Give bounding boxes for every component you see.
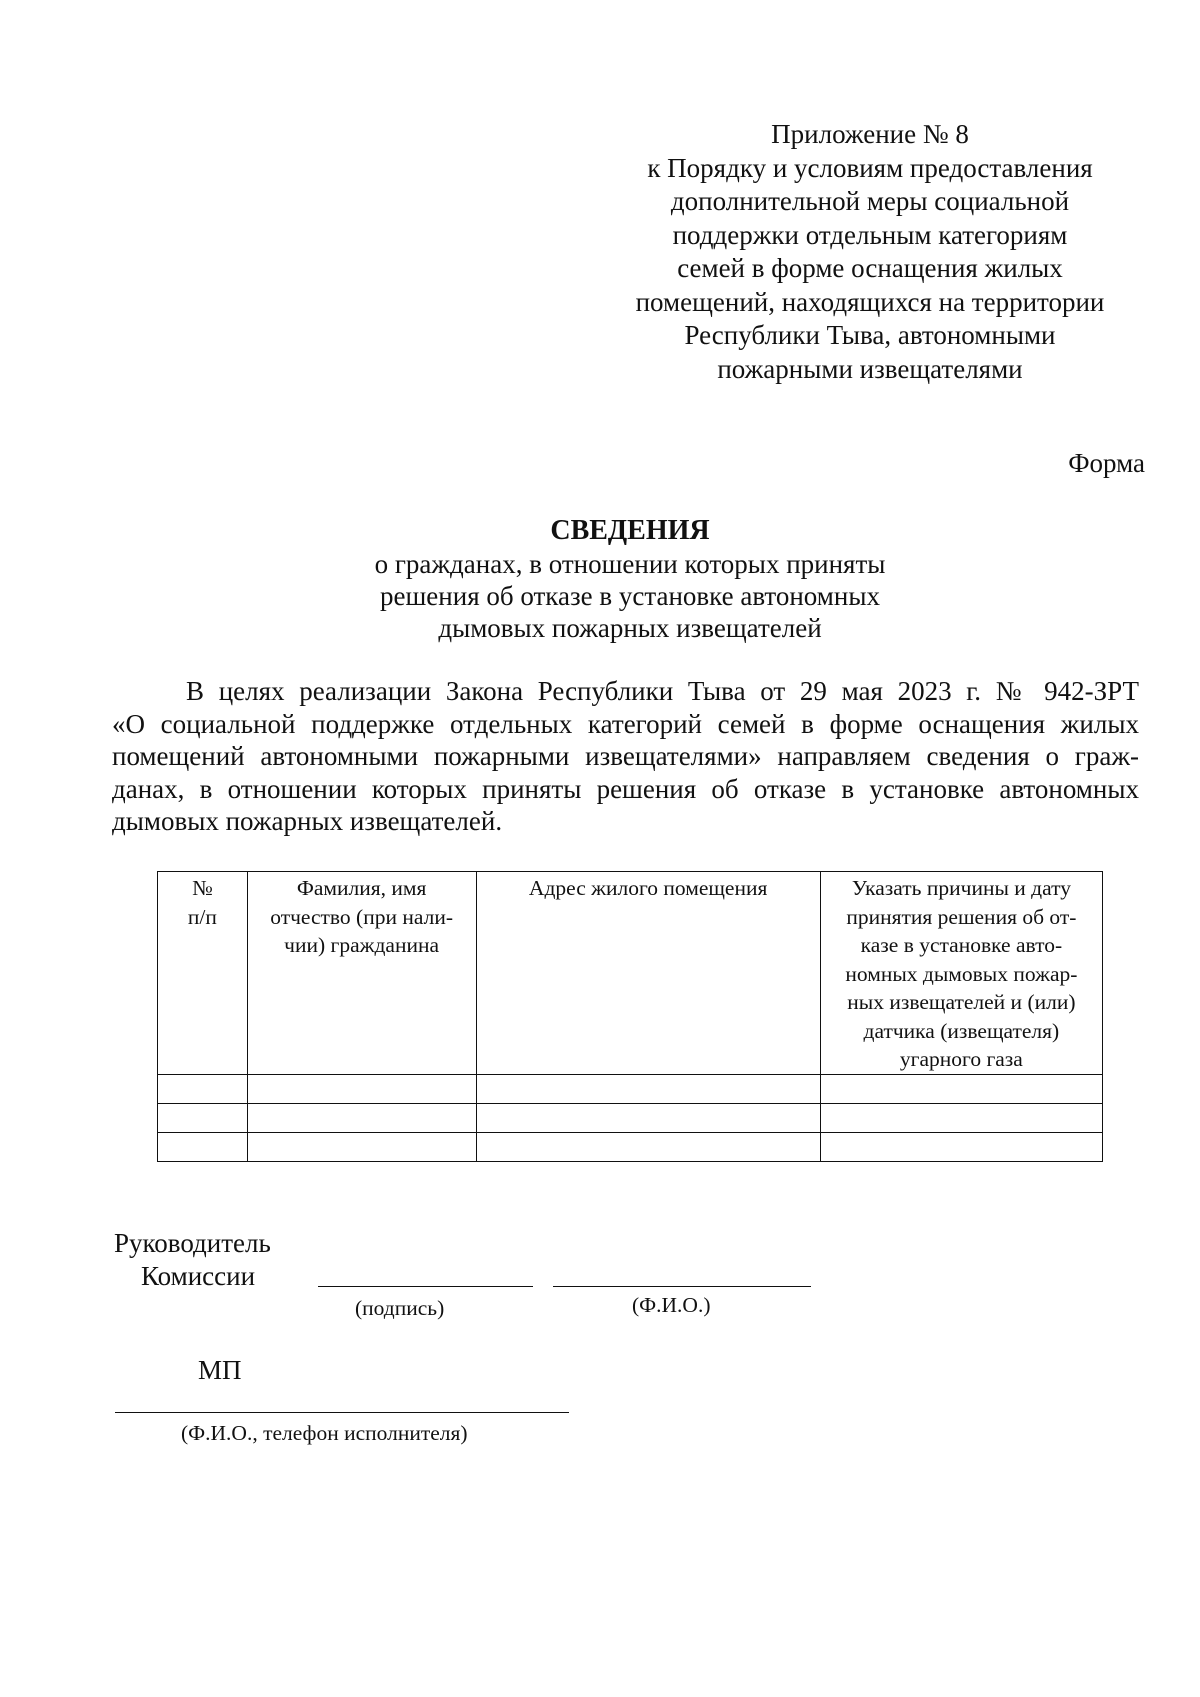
table-header-row: [158, 872, 1103, 1075]
table-cell: [820, 1074, 1102, 1103]
table-row: [158, 1132, 1103, 1161]
executor-caption: (Ф.И.О., телефон исполнителя): [181, 1421, 468, 1445]
appendix-line: Приложение № 8: [771, 119, 969, 149]
signature-line: [318, 1286, 533, 1287]
fio-caption: (Ф.И.О.): [632, 1293, 711, 1317]
document-heading: [320, 514, 940, 644]
table-cell: [158, 1103, 248, 1132]
subtitle-line: дымовых пожарных извещателей: [438, 613, 822, 643]
header-line: угарного газа: [899, 1047, 1023, 1071]
paragraph-line: помещений автономными пожарными извещателями» направляем сведения о граж-: [112, 741, 1139, 771]
table-cell: [476, 1103, 820, 1132]
document-title: СВЕДЕНИЯ: [550, 515, 710, 546]
appendix-line: пожарными извещателями: [717, 353, 1023, 384]
signatory-position: Руководитель: [114, 1228, 271, 1258]
stamp-place-label: МП: [198, 1355, 242, 1385]
table-cell: [158, 1132, 248, 1161]
executor-line: [115, 1412, 569, 1413]
column-header-full-name: [247, 872, 476, 1075]
column-header-number: [158, 872, 248, 1075]
table-cell: [476, 1132, 820, 1161]
table-row: [158, 1103, 1103, 1132]
header-line: Фамилия, имя: [296, 876, 427, 900]
paragraph-line: «О социальной поддержке отдельных категорий семей в форме оснащения жилых: [112, 708, 1139, 739]
subtitle-line: о гражданах, в отношении которых приняты: [374, 549, 886, 579]
table-cell: [247, 1132, 476, 1161]
paragraph-line: В целях реализации Закона Республики Тыва от 29 мая 2023 г. № 942-ЗРТ: [186, 676, 1139, 706]
table-cell: [820, 1132, 1102, 1161]
appendix-line: дополнительной меры социальной: [670, 186, 1070, 216]
paragraph-line: данах, в отношении которых приняты решения об отказе в установке автономных: [112, 773, 1139, 804]
appendix-line: помещений, находящихся на территории: [635, 286, 1105, 317]
appendix-line: семей в форме оснащения жилых: [677, 253, 1063, 283]
signature-caption: (подпись): [355, 1296, 445, 1320]
table-cell: [247, 1103, 476, 1132]
table-cell: [820, 1103, 1102, 1132]
table-cell: [476, 1074, 820, 1103]
header-line: №: [192, 876, 213, 900]
header-line: п/п: [187, 904, 217, 929]
paragraph-line: дымовых пожарных извещателей.: [112, 806, 503, 836]
body-paragraph: [112, 675, 1139, 838]
header-line: номных дымовых пожар-: [845, 961, 1078, 986]
column-header-address: [476, 872, 820, 1075]
appendix-line: поддержки отдельным категориям: [672, 219, 1068, 250]
appendix-reference: [620, 118, 1120, 386]
appendix-line: Республики Тыва, автономными: [684, 320, 1056, 350]
header-line: отчество (при нали-: [270, 904, 453, 929]
header-line: принятия решения об от-: [846, 904, 1077, 929]
header-line: казе в установке авто-: [860, 933, 1063, 957]
header-line: датчика (извещателя): [863, 1018, 1060, 1043]
column-header-reasons: [820, 872, 1102, 1075]
header-line: ных извещателей и (или): [847, 990, 1076, 1014]
subtitle-line: решения об отказе в установке автономных: [380, 581, 880, 611]
form-label: Форма: [1068, 448, 1145, 478]
signatory-position-continued: Комиссии: [141, 1261, 256, 1291]
header-line: чии) гражданина: [284, 933, 440, 957]
fio-line: [553, 1286, 811, 1287]
table-cell: [247, 1074, 476, 1103]
appendix-line: к Порядку и условиям предоставления: [647, 152, 1093, 183]
table-cell: [158, 1074, 248, 1103]
header-line: Адрес жилого помещения: [528, 876, 768, 900]
table-row: [158, 1074, 1103, 1103]
citizens-table: [157, 871, 1103, 1162]
header-line: Указать причины и дату: [851, 876, 1071, 900]
